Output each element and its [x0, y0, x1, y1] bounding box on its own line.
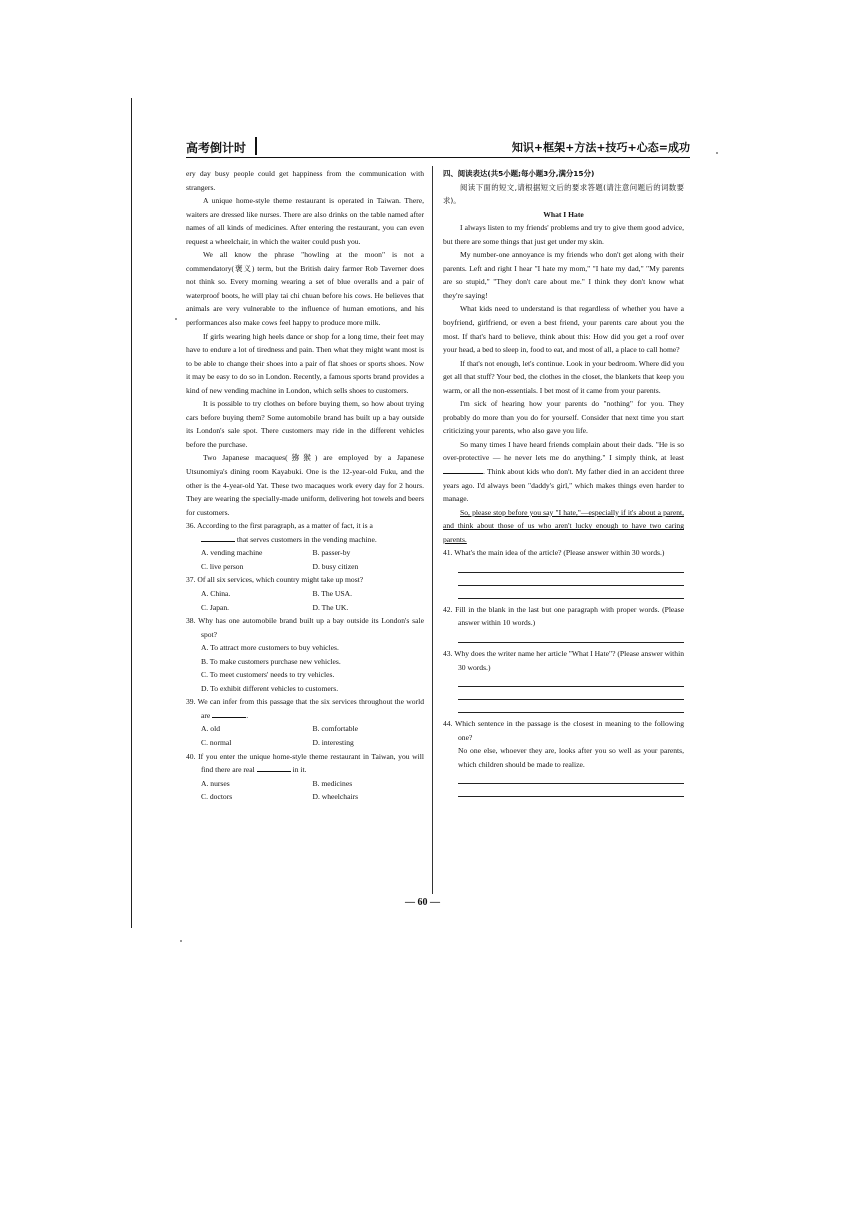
header-rule: [186, 157, 690, 158]
question-37: 37. Of all six services, which country might take up most?: [186, 575, 364, 585]
option: D. The UK.: [312, 602, 349, 612]
question-37-options: [186, 587, 424, 601]
question-39-options: [186, 722, 424, 736]
question-43: 43. Why does the writer name her article "What I Hate"? (Please answer within 30 words.): [443, 648, 684, 672]
option: D. interesting: [312, 737, 354, 747]
passage-paragraph: Two Japanese macaques(猕猴) are employed by a Japanese Utsunomiya's dining room Kayabuki. One is the 12-year-old Fuku, and the other is the 4-year-old Yat. These two macaques work every day for 2 hours. They are wearing the specially-made uniform, delivering hot towels and beers for customers.: [186, 453, 424, 517]
passage-paragraph: A unique home-style theme restaurant is operated in Taiwan. There, waiters are dressed like nurses. There are also drinks on the table named after names of all kinds of medicines. After entering the restaurant, you can even request a wheelchair, in which the waiter could push you.: [186, 196, 424, 246]
passage-paragraph: ery day busy people could get happiness from the communication with strangers.: [186, 169, 424, 192]
answer-blank: [212, 709, 246, 718]
answer-blank: [201, 533, 235, 542]
section-heading: 四、阅读表达(共5小题;每小题3分,满分15分): [443, 169, 595, 178]
question-36-options: [186, 546, 424, 560]
passage-paragraph: [443, 438, 684, 506]
option: B. medicines: [312, 778, 353, 788]
question-39-options: [186, 736, 424, 750]
option: A. old: [201, 724, 220, 734]
passage-paragraph: We all know the phrase "howling at the moon" is not a commendatory(褒义) term, but the British dairy farmer Rob Taverner does not think so. Every morning wearing a set of blue overalls and a pair of waterproof boots, he will play tai chi chuan before his cows. He believes that animals are very vulnerable to the influence of human emotions, and his performances also make cows feel happy to produce more milk.: [186, 250, 424, 328]
option: B. The USA.: [312, 588, 353, 598]
option: B. passer-by: [312, 548, 351, 558]
page-number: — 60 —: [405, 897, 440, 908]
question-44-quote: No one else, whoever they are, looks after you so well as your parents, which children should be made to realize.: [458, 746, 684, 769]
answer-line[interactable]: [458, 687, 684, 700]
answer-line[interactable]: [458, 630, 684, 643]
option: C. live person: [201, 561, 244, 571]
scan-speck: [175, 318, 177, 320]
question-36-stem-end: that serves customers in the vending machine.: [236, 534, 377, 544]
option: C. doctors: [201, 792, 233, 802]
scan-margin-rule: [131, 98, 132, 928]
underlined-paragraph: So, please stop before you say "I hate,"—especially if it's about a parent, and think about those of us who aren't lucky enough to have two caring parents.: [443, 507, 684, 544]
answer-blank: [257, 763, 291, 772]
passage-title: What I Hate: [543, 209, 584, 219]
paragraph-text: . Think about kids who don't. My father died in an accident three years ago. I'd always been "daddy's girl," which makes things even harder to manage.: [443, 467, 684, 504]
passage-paragraph: I always listen to my friends' problems and try to give them good advice, but there are some things that just get under my skin.: [443, 223, 684, 246]
option: C. To meet customers' needs to try vehicles.: [201, 670, 335, 680]
left-column: [186, 167, 424, 804]
option: C. normal: [201, 737, 232, 747]
question-44: 44. Which sentence in the passage is the closest in meaning to the following one?: [443, 719, 684, 742]
header-motto: 知识+框架+方法+技巧+心态=成功: [511, 141, 690, 154]
option: B. comfortable: [312, 724, 359, 734]
question-40-options: [186, 790, 424, 804]
question-39-stem: 39. We can infer from this passage that the six services throughout the world are: [186, 697, 424, 720]
option: A. China.: [201, 588, 231, 598]
question-42: 42. Fill in the blank in the last but one paragraph with proper words. (Please answer within 10 words.): [443, 604, 684, 628]
answer-blank[interactable]: [443, 465, 483, 474]
question-40-stem: 40. If you enter the unique home-style theme restaurant in Taiwan, you will find there are real: [186, 751, 424, 775]
passage-paragraph: If girls wearing high heels dance or shop for a long time, their feet may have to endure a lot of tiredness and pain. Then what they might want most is to be able to change their shoes into a pair of flat shoes or sports shoes. Now it may be easy to do so in London. Recently, a famous sports brand provides a kind of new vending machine in London, which sells shoes to customers.: [186, 331, 424, 395]
question-38: 38. Why has one automobile brand built up a bay outside its London's sale spot?: [186, 616, 424, 639]
column-divider: [432, 166, 433, 894]
passage-paragraph: If that's not enough, let's continue. Look in your bedroom. Where did you get all that stuff? Your bed, the clothes in the closet, the blankets that keep you warm, or all the non-essentials. I bet most of it came from your parents.: [443, 358, 684, 395]
option: D. To exhibit different vehicles to customers.: [201, 683, 339, 693]
option: A. To attract more customers to buy vehicles.: [201, 643, 339, 653]
answer-line[interactable]: [458, 573, 684, 586]
answer-line[interactable]: [458, 674, 684, 687]
question-37-options: [186, 601, 424, 615]
question-39: 39. We can infer from this passage that the six services throughout the world are .: [186, 697, 424, 720]
question-36: [186, 519, 424, 546]
scan-speck: [716, 152, 718, 154]
question-36-stem: 36. According to the first paragraph, as a matter of fact, it is a: [186, 521, 373, 531]
answer-line[interactable]: [458, 771, 684, 784]
option: D. busy citizen: [312, 561, 359, 571]
answer-line[interactable]: [458, 784, 684, 797]
passage-paragraph: What kids need to understand is that regardless of whether you have a boyfriend, girlfriend, or even a best friend, your parents care about you the most. If that's hard to believe, think about this: How did you get a roof over your head, a bed to sleep in, food to eat, and most of all, a place to call home?: [443, 304, 684, 355]
right-column: [443, 167, 684, 797]
option: B. To make customers purchase new vehicles.: [201, 656, 341, 666]
passage-paragraph: I'm sick of hearing how your parents do "nothing" for you. They probably do more than you do for yourself. Consider that next time you start criticizing your parents, who also gave you life.: [443, 399, 684, 436]
passage-paragraph: It is possible to try clothes on before buying them, so how about trying cars before buying them? Some automobile brand has built up a bay outside its London's sale spot. There customers may ride in the different vehicles before the purchase.: [186, 399, 424, 449]
question-41: 41. What's the main idea of the article? (Please answer within 30 words.): [443, 548, 665, 558]
question-36-options: [186, 560, 424, 574]
option: C. Japan.: [201, 602, 230, 612]
section-instruction: 阅读下面的短文,请根据短文后的要求答题(请注意问题后的词数要求)。: [443, 182, 684, 206]
option: A. vending machine: [201, 548, 263, 558]
header-title: 高考倒计时: [186, 141, 247, 155]
question-40-stem-end: in it.: [292, 765, 307, 775]
scan-speck: [180, 940, 182, 942]
option: D. wheelchairs: [312, 792, 359, 802]
option: A. nurses: [201, 778, 230, 788]
question-40: [186, 750, 424, 777]
answer-line[interactable]: [458, 586, 684, 599]
header-separator: [255, 137, 257, 155]
answer-line[interactable]: [458, 700, 684, 713]
question-40-options: [186, 777, 424, 791]
passage-paragraph: My number-one annoyance is my friends who don't get along with their parents. Left and right I hear "I hate my mom," "I hate my dad," "My parents are so stupid," "They don't care about me." I think they don't know what they're saying!: [443, 250, 684, 300]
answer-line[interactable]: [458, 560, 684, 573]
paragraph-text: So many times I have heard friends complain about their dads. "He is so over-protective — he never lets me do anything." I simply think, at least: [443, 439, 684, 463]
